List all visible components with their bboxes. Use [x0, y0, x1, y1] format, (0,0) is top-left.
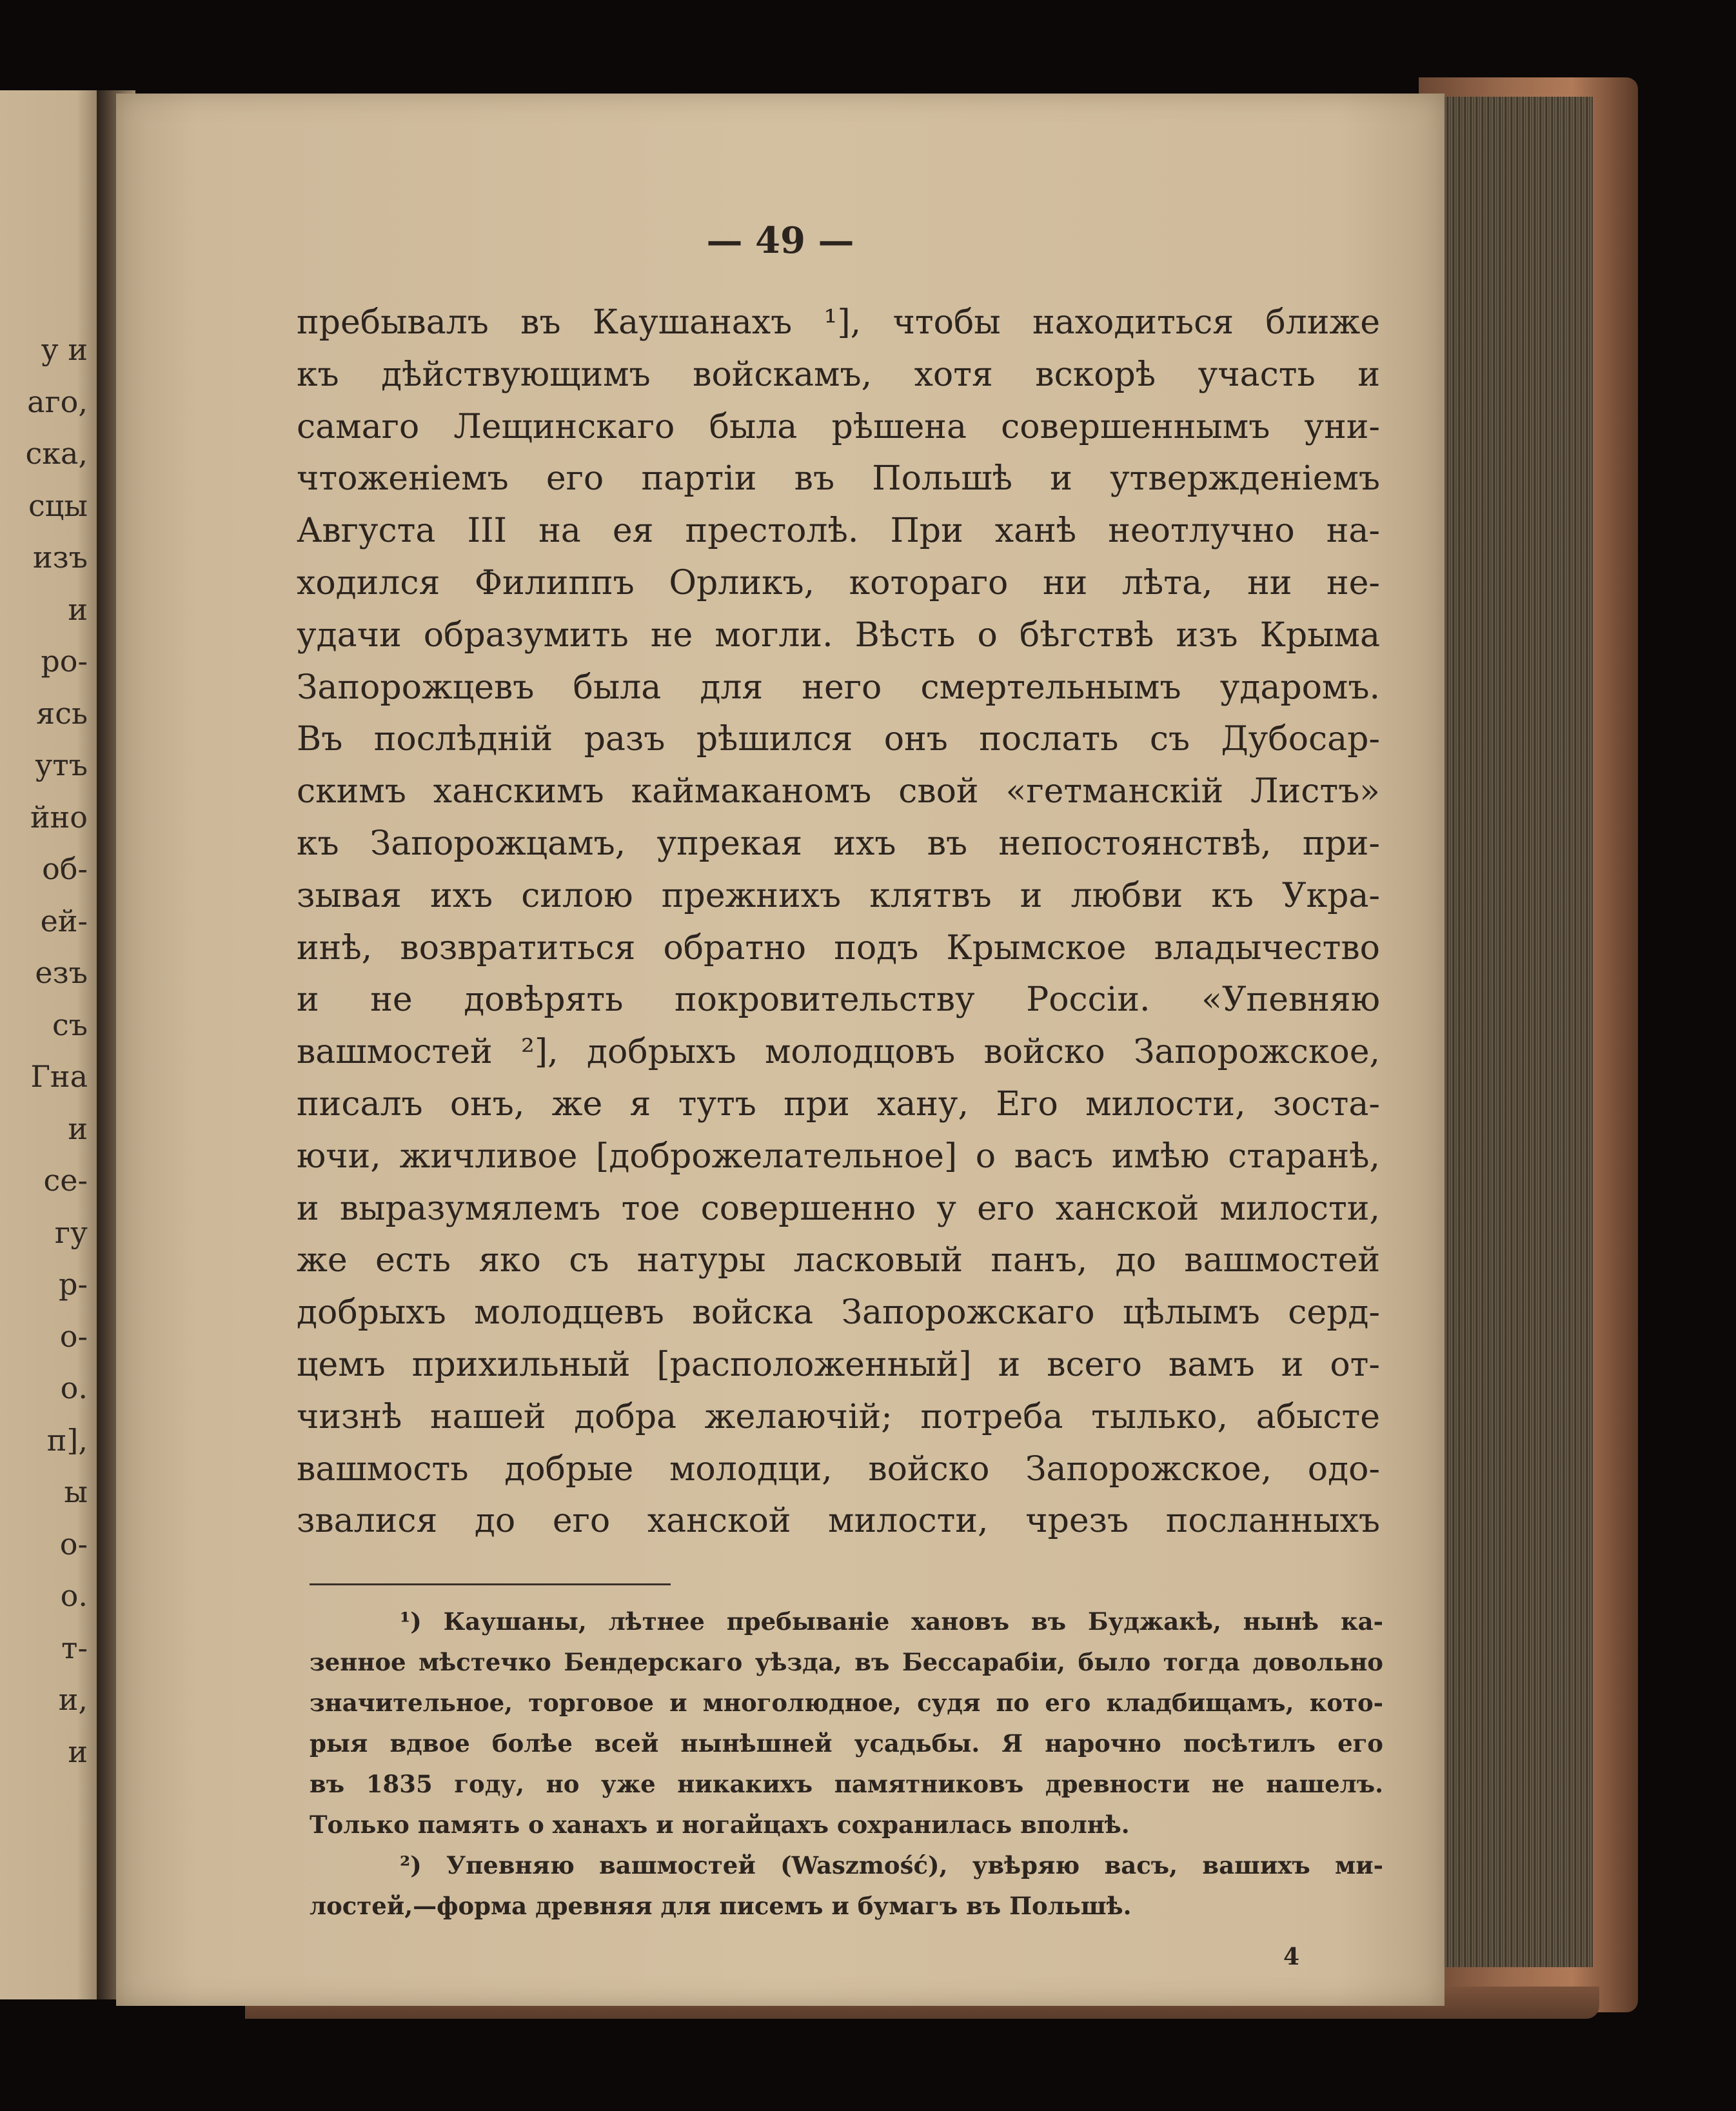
previous-page-fragment: о- — [59, 1526, 88, 1561]
previous-page-fragment: ясь — [36, 695, 88, 731]
text-line: пребывалъ въ Каушанахъ ¹], чтобы находиться ближе — [297, 303, 1380, 342]
footnote-line: зенное мѣстечко Бендерскаго уѣзда, въ Бессарабіи, было тогда довольно — [310, 1648, 1383, 1676]
text-line: Въ послѣдній разъ рѣшился онъ послать съ Дубосар- — [297, 720, 1380, 759]
text-line: звалися до его ханской милости, чрезъ посланныхъ — [297, 1501, 1380, 1541]
text-line: зывая ихъ силою прежнихъ клятвъ и любви къ Укра- — [297, 876, 1380, 915]
text-line: Запорожцевъ была для него смертельнымъ ударомъ. — [297, 668, 1380, 707]
book-page — [116, 94, 1445, 2006]
text-line: же есть яко съ натуры ласковый панъ, до вашмостей — [297, 1241, 1380, 1280]
previous-page-fragment: ро- — [41, 644, 88, 679]
previous-page-fragment: о. — [60, 1578, 88, 1613]
previous-page-fragment: и, — [58, 1682, 88, 1717]
text-line: и выразумялемъ тое совершенно у его ханской милости, — [297, 1189, 1380, 1228]
previous-page-fragment: Гна — [30, 1059, 88, 1094]
text-line: чтоженіемъ его партіи въ Польшѣ и утвержденіемъ — [297, 459, 1380, 499]
previous-page-fragment: ей- — [40, 903, 88, 938]
previous-page-fragment: гу — [54, 1214, 88, 1250]
previous-page-fragment: ы — [64, 1474, 88, 1509]
previous-page — [0, 90, 110, 1999]
previous-page-fragment: се- — [43, 1163, 88, 1198]
footnote-line: Только память о ханахъ и ногайцахъ сохранилась вполнѣ. — [310, 1810, 1130, 1839]
text-line: скимъ ханскимъ каймаканомъ свой «гетманскій Листъ» — [297, 772, 1380, 811]
signature-mark: 4 — [1283, 1943, 1300, 1970]
previous-page-fragment: и — [68, 1111, 88, 1146]
text-line: цемъ прихильный [расположенный] и всего вамъ и от- — [297, 1345, 1380, 1384]
footnote-line: лостей,—форма древняя для писемъ и бумагъ въ Польшѣ. — [310, 1892, 1132, 1920]
previous-page-text-fragments — [3, 324, 99, 1778]
previous-page-fragment: об- — [42, 851, 88, 886]
text-line: писалъ онъ, же я тутъ при хану, Его милости, зоста- — [297, 1084, 1380, 1124]
footnote-line: значительное, торговое и многолюдное, судя по его кладбищамъ, кото- — [310, 1689, 1383, 1717]
previous-page-fragment: сцы — [28, 488, 88, 523]
footnotes — [310, 1601, 1383, 1927]
text-line: къ дѣйствующимъ войскамъ, хотя вскорѣ участь и — [297, 355, 1380, 394]
footnote-separator — [310, 1583, 671, 1585]
previous-page-fragment: о- — [59, 1318, 88, 1354]
text-line: ходился Филиппъ Орликъ, котораго ни лѣта, ни не- — [297, 563, 1380, 602]
text-line: вашмостей ²], добрыхъ молодцовъ войско Запорожское, — [297, 1033, 1380, 1072]
footnote-line: ¹) Каушаны, лѣтнее пребываніе хановъ въ Буджакѣ, нынѣ ка- — [400, 1607, 1383, 1636]
previous-page-fragment: п], — [46, 1422, 88, 1458]
previous-page-fragment: р- — [59, 1267, 88, 1302]
text-line: удачи образумить не могли. Вѣсть о бѣгствѣ изъ Крыма — [297, 615, 1380, 655]
text-line: инѣ, возвратиться обратно подъ Крымское владычество — [297, 928, 1380, 967]
text-line: къ Запорожцамъ, упрекая ихъ въ непостоянствѣ, при- — [297, 824, 1380, 863]
text-line: вашмость добрые молодци, войско Запорожское, одо- — [297, 1449, 1380, 1489]
previous-page-fragment: и — [68, 1734, 88, 1769]
previous-page-fragment: съ — [52, 1007, 88, 1042]
previous-page-fragment: йно — [30, 799, 88, 835]
previous-page-fragment: о. — [60, 1371, 88, 1405]
body-text — [297, 297, 1380, 1547]
footnote-line: въ 1835 году, но уже никакихъ памятниковъ древности не нашелъ. — [310, 1770, 1383, 1798]
previous-page-fragment: ска, — [25, 436, 88, 471]
previous-page-fragment: утъ — [35, 748, 88, 782]
previous-page-fragment: езъ — [35, 955, 88, 990]
previous-page-fragment: т- — [61, 1630, 88, 1665]
footnote-line: рыя вдвое болѣе всей нынѣшней усадьбы. Я нарочно посѣтилъ его — [310, 1729, 1383, 1758]
page-block-edge — [1438, 97, 1593, 1967]
page-number: — 49 — — [706, 219, 854, 262]
text-line: самаго Лещинскаго была рѣшена совершеннымъ уни- — [297, 407, 1380, 446]
text-line: добрыхъ молодцевъ войска Запорожскаго цѣлымъ серд- — [297, 1293, 1380, 1333]
text-line: ючи, жичливое [доброжелательное] о васъ имѣю старанѣ, — [297, 1136, 1380, 1176]
text-line: Августа III на ея престолѣ. При ханѣ неотлучно на- — [297, 511, 1380, 551]
previous-page-fragment: у и — [41, 332, 88, 367]
previous-page-fragment: и — [68, 591, 88, 627]
previous-page-fragment: аго, — [27, 384, 88, 419]
text-line: чизнѣ нашей добра желаючій; потреба тылько, абысте — [297, 1397, 1380, 1436]
previous-page-fragment: изъ — [32, 540, 88, 575]
text-line: и не довѣрять покровительству Россіи. «Упевняю — [297, 980, 1380, 1020]
footnote-line: ²) Упевняю вашмостей (Waszmość), увѣряю васъ, вашихъ ми- — [400, 1851, 1383, 1879]
